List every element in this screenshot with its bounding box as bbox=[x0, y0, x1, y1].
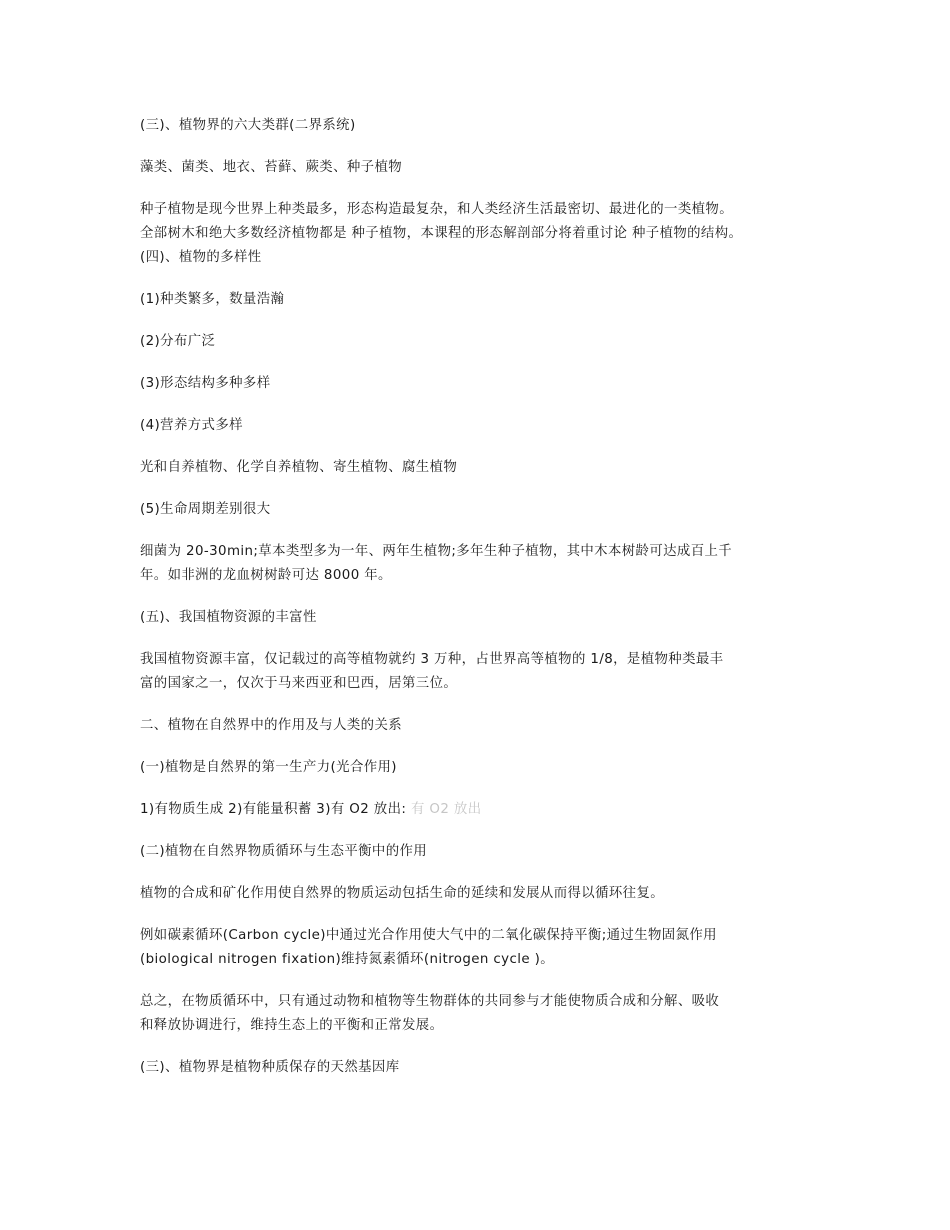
heading-plant-groups: (三)、植物界的六大类群(二界系统) bbox=[140, 118, 356, 133]
life-cycle-paragraph bbox=[140, 540, 820, 588]
synthesis-paragraph: 植物的合成和矿化作用使自然界的物质运动包括生命的延续和发展从而得以循环往复。 bbox=[140, 886, 665, 901]
plant-groups-list: 藻类、菌类、地衣、苔藓、蕨类、种子植物 bbox=[140, 160, 403, 175]
text-line: 富的国家之一，仅次于马来西亚和巴西，居第三位。 bbox=[140, 676, 458, 691]
diversity-item-4: (4)营养方式多样 bbox=[140, 418, 243, 433]
diversity-item-1: (1)种类繁多，数量浩瀚 bbox=[140, 292, 285, 307]
text-line: 例如碳素循环(Carbon cycle)中通过光合作用使大气中的二氧化碳保持平衡;通过生物固氮作用 bbox=[140, 928, 717, 943]
text-line: 全部树木和绝大多数经济植物都是 种子植物，本课程的形态解剖部分将着重讨论 种子植物的结构。 bbox=[140, 226, 743, 241]
summary-paragraph bbox=[140, 990, 820, 1038]
faint-text-span: 有 O2 放出 bbox=[410, 802, 482, 817]
text-line: (biological nitrogen fixation)维持氮素循环(nitrogen cycle )。 bbox=[140, 952, 555, 967]
heading-first-productivity: (一)植物是自然界的第一生产力(光合作用) bbox=[140, 760, 397, 775]
text-line: 总之，在物质循环中，只有通过动物和植物等生物群体的共同参与才能使物质合成和分解、吸收 bbox=[140, 994, 720, 1009]
text-line: 种子植物是现今世界上种类最多，形态构造最复杂，和人类经济生活最密切、最进化的一类植物。 bbox=[140, 202, 733, 217]
text-line: 年。如非洲的龙血树树龄可达 8000 年。 bbox=[140, 568, 392, 583]
heading-diversity: (四)、植物的多样性 bbox=[140, 250, 262, 265]
text-line: 细菌为 20-30min;草本类型多为一年、两年生植物;多年生种子植物，其中木本树龄可达成百上千 bbox=[140, 544, 733, 559]
heading-resources: (五)、我国植物资源的丰富性 bbox=[140, 610, 317, 625]
nutrition-types: 光和自养植物、化学自养植物、寄生植物、腐生植物 bbox=[140, 460, 458, 475]
diversity-item-3: (3)形态结构多种多样 bbox=[140, 376, 271, 391]
text-span: 1)有物质生成 2)有能量积蓄 3)有 O2 放出: bbox=[140, 802, 411, 817]
diversity-item-5: (5)生命周期差别很大 bbox=[140, 502, 271, 517]
text-line: 和释放协调进行，维持生态上的平衡和正常发展。 bbox=[140, 1018, 444, 1033]
document-page bbox=[140, 114, 820, 1080]
text-line: 我国植物资源丰富，仅记载过的高等植物就约 3 万种，占世界高等植物的 1/8，是植物种类最丰 bbox=[140, 652, 724, 667]
heading-role-in-nature: 二、植物在自然界中的作用及与人类的关系 bbox=[140, 718, 403, 733]
resources-paragraph bbox=[140, 648, 820, 696]
heading-material-cycle: (二)植物在自然界物质循环与生态平衡中的作用 bbox=[140, 844, 428, 859]
seed-plant-paragraph bbox=[140, 198, 820, 270]
carbon-nitrogen-paragraph bbox=[140, 924, 820, 972]
diversity-item-2: (2)分布广泛 bbox=[140, 334, 216, 349]
photosynthesis-points bbox=[140, 798, 820, 822]
heading-gene-bank: (三)、植物界是植物种质保存的天然基因库 bbox=[140, 1060, 400, 1075]
